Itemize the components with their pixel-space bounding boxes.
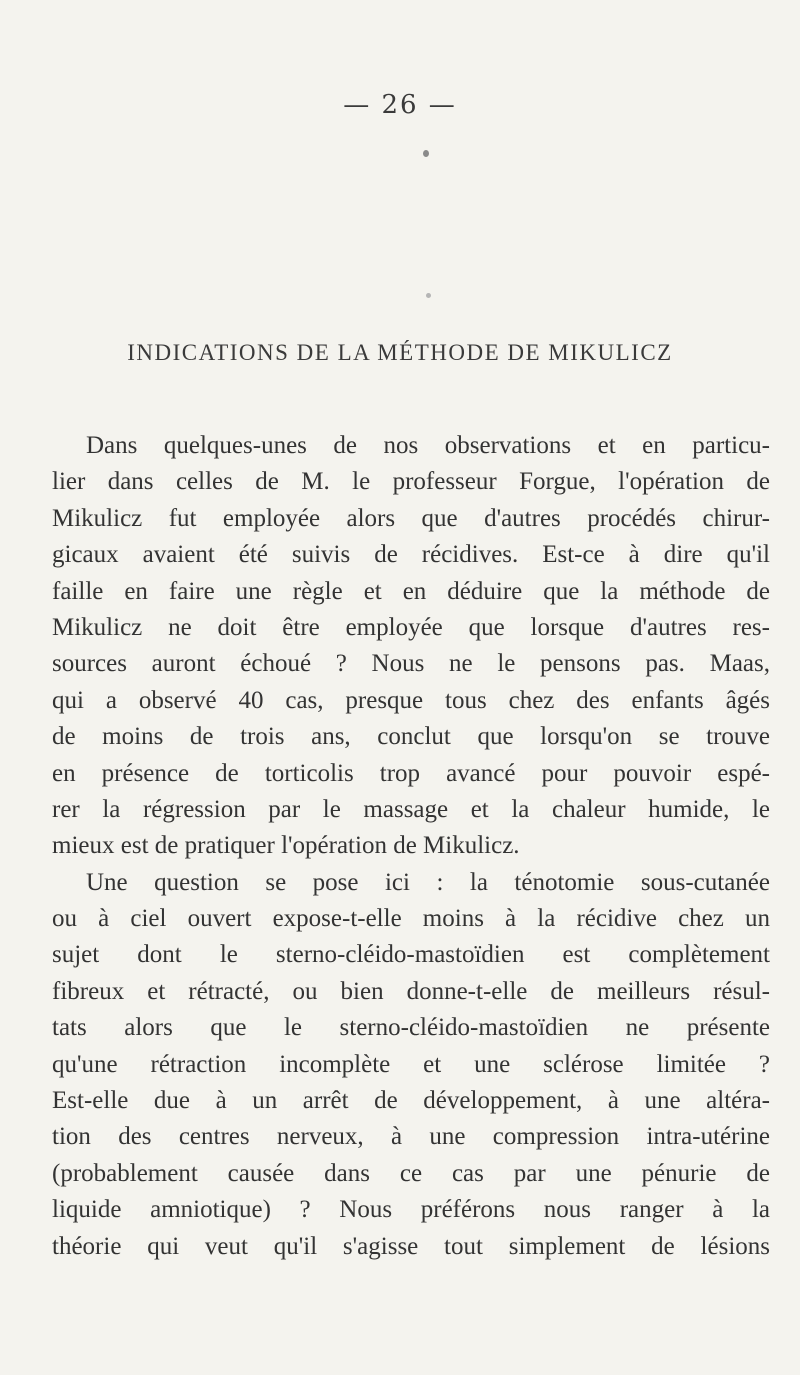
text-line: Est-elle due à un arrêt de développement, à une altéra-	[52, 1087, 770, 1115]
text-line: sujet dont le sterno-cléido-mastoïdien est complètement	[52, 941, 770, 969]
text-line: rer la régression par le massage et la chaleur humide, le	[52, 795, 770, 823]
text-line: mieux est de pratiquer l'opération de Mikulicz.	[52, 832, 520, 860]
text-line: théorie qui veut qu'il s'agisse tout simplement de lésions	[52, 1232, 770, 1260]
text-line: tion des centres nerveux, à une compression intra-utérine	[52, 1123, 770, 1151]
text-line: Mikulicz fut employée alors que d'autres procédés chirur-	[52, 504, 770, 532]
section-heading: INDICATIONS DE LA MÉTHODE DE MIKULICZ	[127, 340, 673, 365]
text-line: (probablement causée dans ce cas par une pénurie de	[52, 1159, 770, 1187]
text-line: fibreux et rétracté, ou bien donne-t-elle de meilleurs résul-	[52, 977, 770, 1005]
ink-speck	[426, 293, 431, 298]
body-text	[52, 428, 770, 1265]
text-line: tats alors que le sterno-cléido-mastoïdien ne présente	[52, 1014, 770, 1042]
text-line: de moins de trois ans, conclut que lorsqu'on se trouve	[52, 723, 770, 751]
text-line: liquide amniotique) ? Nous préférons nous ranger à la	[52, 1196, 770, 1224]
text-line: qu'une rétraction incomplète et une sclérose limitée ?	[52, 1050, 770, 1078]
text-line: ou à ciel ouvert expose-t-elle moins à la récidive chez un	[52, 905, 770, 933]
page-number: — 26 —	[343, 90, 457, 120]
ink-speck	[423, 150, 429, 157]
text-line: Mikulicz ne doit être employée que lorsque d'autres res-	[52, 613, 770, 641]
text-line: en présence de torticolis trop avancé pour pouvoir espé-	[52, 759, 770, 787]
text-line: Une question se pose ici : la ténotomie sous-cutanée	[86, 868, 770, 896]
text-line: gicaux avaient été suivis de récidives. Est-ce à dire qu'il	[52, 541, 770, 569]
text-line: lier dans celles de M. le professeur Forgue, l'opération de	[52, 468, 770, 496]
text-line: qui a observé 40 cas, presque tous chez des enfants âgés	[52, 686, 770, 714]
text-line: sources auront échoué ? Nous ne le pensons pas. Maas,	[52, 650, 770, 678]
text-line: Dans quelques-unes de nos observations et en particu-	[86, 432, 770, 459]
text-line: faille en faire une règle et en déduire que la méthode de	[52, 577, 770, 605]
